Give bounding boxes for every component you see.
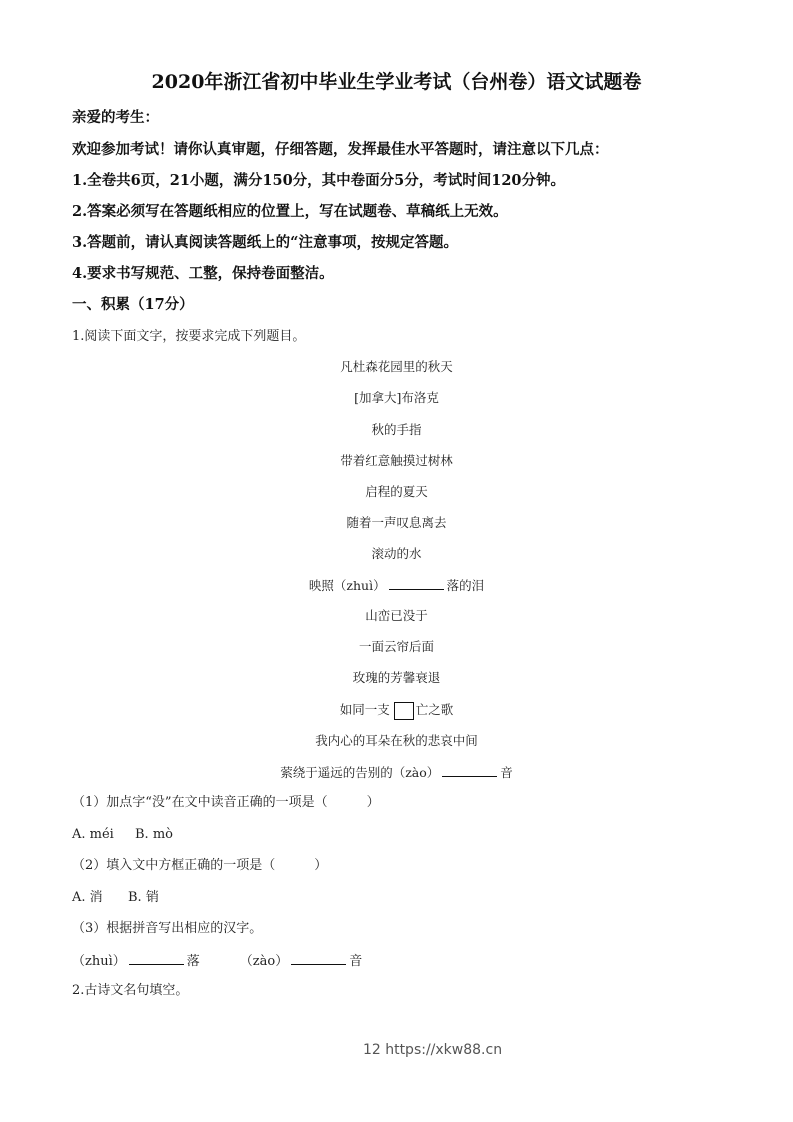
char: 落 [186, 954, 200, 969]
option-a: A. méi [72, 827, 114, 842]
poem-text: 音 [500, 765, 513, 780]
poem-line: 玫瑰的芳馨衰退 [352, 670, 441, 685]
poem-text: 落的泪 [446, 578, 485, 593]
option-b: B. 销 [128, 890, 159, 905]
intro-line: 亲爱的考生： [72, 109, 159, 126]
sub-question-3: （3）根据拼音写出相应的汉字。 [72, 921, 263, 936]
question-2: 2.古诗文名句填空。 [72, 983, 189, 998]
intro-line: 欢迎参加考试！请你认真审题，仔细答题，发挥最佳水平答题时，请注意以下几点： [72, 141, 609, 158]
option-b: B. mò [135, 827, 173, 842]
poem-line [0, 700, 793, 720]
poem-line [0, 762, 793, 783]
poem-text: 亡之歌 [415, 702, 454, 717]
section-heading: 一、积累（17分） [72, 296, 194, 313]
char: 音 [349, 954, 363, 969]
pinyin: （zhuì） [72, 954, 126, 969]
poem-author: [加拿大]布洛克 [354, 390, 439, 405]
fill-blank [129, 950, 184, 965]
sub-question-1: （1）加点字“没”在文中读音正确的一项是（ ） [72, 795, 380, 810]
fill-blank [442, 762, 497, 777]
poem-line: 我内心的耳朵在秋的悲哀中间 [315, 733, 478, 748]
poem-line: 滚动的水 [371, 546, 422, 561]
poem-line: 随着一声叹息离去 [346, 515, 447, 530]
poem-line: 秋的手指 [371, 422, 422, 437]
answer-box [394, 702, 414, 720]
poem-line: 一面云帘后面 [358, 639, 434, 654]
page-title: 2020年浙江省初中毕业生学业考试（台州卷）语文试题卷 [151, 71, 642, 93]
poem-text: 映照（zhuì） [308, 578, 386, 593]
sub-question-2: （2）填入文中方框正确的一项是（ ） [72, 858, 328, 873]
option-a: A. 消 [72, 890, 103, 905]
intro-line: 4.要求书写规范、工整，保持卷面整洁。 [72, 265, 334, 282]
intro-line: 1.全卷共6页，21小题，满分150分，其中卷面分5分，考试时间120分钟。 [72, 172, 566, 189]
poem-text: 如同一支 [339, 702, 390, 717]
fill-blank [389, 575, 444, 590]
poem-line: 带着红意触摸过树林 [340, 453, 453, 468]
poem-text: 萦绕于遥远的告别的（zào） [280, 765, 440, 780]
page-footer: 12 https://xkw88.cn [362, 1042, 503, 1058]
poem-line: 启程的夏天 [365, 484, 428, 499]
fill-blank [291, 950, 346, 965]
poem-line [0, 575, 793, 596]
question-1: 1.阅读下面文字，按要求完成下列题目。 [72, 329, 306, 344]
intro-line: 2.答案必须写在答题纸相应的位置上，写在试题卷、草稿纸上无效。 [72, 203, 508, 220]
intro-line: 3.答题前，请认真阅读答题纸上的“注意事项，按规定答题。 [72, 234, 458, 251]
pinyin-blanks [72, 950, 362, 972]
pinyin: （zào） [239, 954, 289, 969]
poem-line: 山峦已没于 [365, 608, 428, 623]
poem-title: 凡杜森花园里的秋天 [340, 359, 453, 374]
